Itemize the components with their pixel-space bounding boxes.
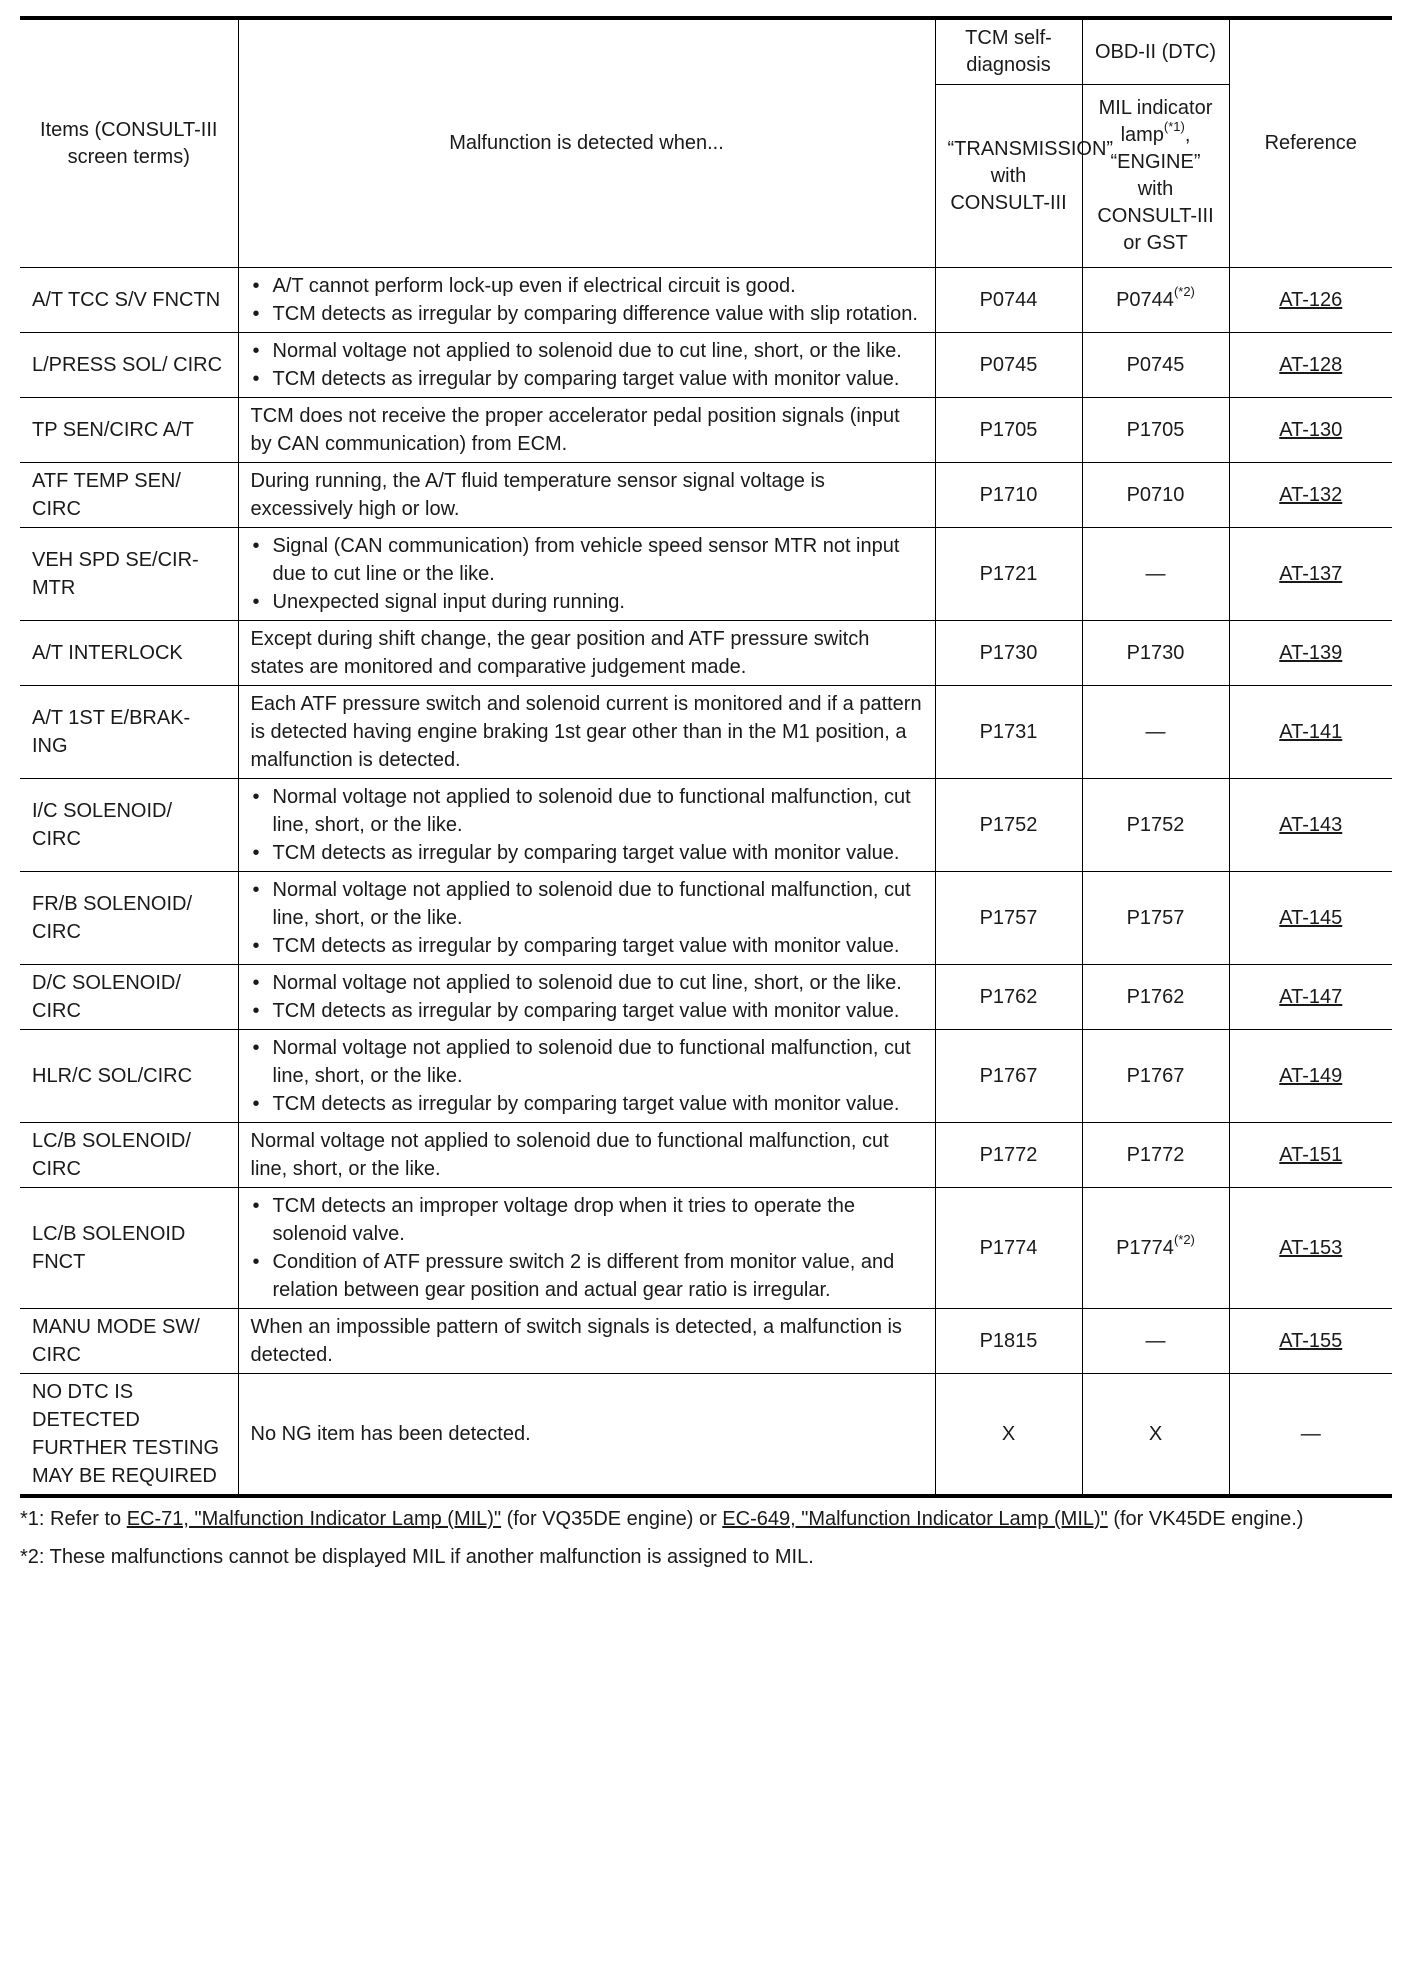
table-row — [20, 1123, 1392, 1188]
item-cell: MANU MODE SW/ CIRC — [20, 1309, 238, 1374]
malfunction-cell — [238, 398, 935, 463]
reference-link[interactable]: AT-155 — [1279, 1330, 1343, 1352]
reference-link[interactable]: AT-147 — [1279, 986, 1343, 1008]
table-row — [20, 1030, 1392, 1123]
obd-footnote-mark: (*2) — [1173, 284, 1195, 300]
tcm-dtc-cell: P1774 — [935, 1188, 1082, 1309]
obd-dtc-cell: — — [1082, 686, 1229, 779]
obd-dtc-cell: P1730 — [1082, 621, 1229, 686]
malfunction-cell — [238, 686, 935, 779]
reference-link[interactable]: AT-141 — [1279, 721, 1343, 743]
bullet-item: • TCM detects as irregular by comparing target value with monitor value. — [251, 365, 923, 393]
obd-dtc-cell: P1752 — [1082, 779, 1229, 872]
bullet-item: • Condition of ATF pressure switch 2 is different from monitor value, and relation between gear position and actual gear ratio is irregular. — [251, 1248, 923, 1304]
tcm-dtc-cell: P1767 — [935, 1030, 1082, 1123]
tcm-dtc-cell: P1772 — [935, 1123, 1082, 1188]
reference-cell — [1229, 686, 1392, 779]
footnote-2: *2: These malfunctions cannot be displayed MIL if another malfunction is assigned to MIL. — [20, 1546, 814, 1568]
reference-cell — [1229, 1123, 1392, 1188]
table-row — [20, 779, 1392, 872]
malfunction-cell — [238, 1188, 935, 1309]
item-cell: TP SEN/CIRC A/T — [20, 398, 238, 463]
reference-link[interactable]: AT-128 — [1279, 354, 1343, 376]
bullet-list — [251, 1192, 923, 1304]
item-cell: ATF TEMP SEN/ CIRC — [20, 463, 238, 528]
item-cell: A/T TCC S/V FNCTN — [20, 268, 238, 333]
item-cell: NO DTC IS DETECTED FURTHER TESTING MAY BE REQUIRED — [20, 1374, 238, 1497]
table-row — [20, 528, 1392, 621]
bullet-item: • Normal voltage not applied to solenoid due to functional malfunction, cut line, short, or the like. — [251, 876, 923, 932]
tcm-dtc-cell: P1815 — [935, 1309, 1082, 1374]
reference-cell — [1229, 528, 1392, 621]
tcm-dtc-cell: P0745 — [935, 333, 1082, 398]
footnote-1: *1: Refer to EC-71, "Malfunction Indicator Lamp (MIL)" (for VQ35DE engine) or EC-649, "Malfunction Indicator Lamp (MIL)" (for VK45DE engine.) — [20, 1508, 1304, 1530]
obd-dtc-cell: P1762 — [1082, 965, 1229, 1030]
bullet-item: • A/T cannot perform lock-up even if electrical circuit is good. — [251, 272, 923, 300]
header-obd-ii: OBD-II (DTC) — [1082, 18, 1229, 85]
bullet-list — [251, 969, 923, 1025]
tcm-dtc-cell: P1730 — [935, 621, 1082, 686]
description-text: Each ATF pressure switch and solenoid current is monitored and if a pattern is detected having engine braking 1st gear other than in the M1 position, a malfunction is detected. — [250, 693, 922, 771]
reference-cell — [1229, 965, 1392, 1030]
reference-link[interactable]: AT-143 — [1279, 814, 1343, 836]
dtc-table — [20, 16, 1392, 1498]
item-cell: LC/B SOLENOID/ CIRC — [20, 1123, 238, 1188]
tcm-dtc-cell: P1731 — [935, 686, 1082, 779]
reference-link[interactable]: AT-137 — [1279, 563, 1343, 585]
tcm-dtc-cell: X — [935, 1374, 1082, 1497]
obd-dtc-cell: — — [1082, 528, 1229, 621]
header-tcm-self-diagnosis: TCM self-diagnosis — [935, 18, 1082, 85]
tcm-dtc-cell: P1710 — [935, 463, 1082, 528]
malfunction-cell — [238, 1030, 935, 1123]
table-row — [20, 333, 1392, 398]
obd-dtc-cell: $P0744^{(*2)}$ — [1082, 268, 1229, 333]
description-text: No NG item has been detected. — [250, 1423, 531, 1445]
bullet-list — [251, 532, 923, 616]
obd-dtc-cell: $P1774^{(*2)}$ — [1082, 1188, 1229, 1309]
table-row — [20, 398, 1392, 463]
item-cell: L/PRESS SOL/ CIRC — [20, 333, 238, 398]
reference-link[interactable]: AT-149 — [1279, 1065, 1343, 1087]
obd-dtc-cell: — — [1082, 1309, 1229, 1374]
bullet-item: • Signal (CAN communication) from vehicle speed sensor MTR not input due to cut line or the like. — [251, 532, 923, 588]
item-cell: LC/B SOLENOID FNCT — [20, 1188, 238, 1309]
description-text: Except during shift change, the gear position and ATF pressure switch states are monitored and comparative judgement made. — [250, 628, 870, 678]
reference-cell — [1229, 1374, 1392, 1497]
obd-dtc-cell: P1757 — [1082, 872, 1229, 965]
reference-cell — [1229, 779, 1392, 872]
reference-cell — [1229, 463, 1392, 528]
tcm-dtc-cell: P1721 — [935, 528, 1082, 621]
description-text: Normal voltage not applied to solenoid due to functional malfunction, cut line, short, or the like. — [250, 1130, 889, 1180]
reference-link[interactable]: AT-153 — [1279, 1237, 1343, 1259]
malfunction-cell — [238, 965, 935, 1030]
obd-dtc-cell: P0710 — [1082, 463, 1229, 528]
item-cell: HLR/C SOL/CIRC — [20, 1030, 238, 1123]
reference-cell — [1229, 268, 1392, 333]
bullet-list — [251, 337, 923, 393]
malfunction-cell — [238, 621, 935, 686]
header-malfunction: Malfunction is detected when... — [238, 18, 935, 268]
reference-cell — [1229, 1309, 1392, 1374]
link-ec-649[interactable]: EC-649, "Malfunction Indicator Lamp (MIL)" — [722, 1508, 1108, 1530]
reference-cell — [1229, 398, 1392, 463]
reference-cell — [1229, 872, 1392, 965]
bullet-item: • TCM detects as irregular by comparing difference value with slip rotation. — [251, 300, 923, 328]
reference-link: — — [1300, 1423, 1321, 1445]
malfunction-cell — [238, 779, 935, 872]
obd-dtc-cell: P0745 — [1082, 333, 1229, 398]
bullet-item: • TCM detects as irregular by comparing target value with monitor value. — [251, 839, 923, 867]
reference-cell — [1229, 1188, 1392, 1309]
malfunction-cell — [238, 528, 935, 621]
item-cell: VEH SPD SE/CIR-MTR — [20, 528, 238, 621]
bullet-list — [251, 272, 923, 328]
table-row — [20, 965, 1392, 1030]
tcm-dtc-cell: P1705 — [935, 398, 1082, 463]
malfunction-cell — [238, 1123, 935, 1188]
bullet-item: • Normal voltage not applied to solenoid due to functional malfunction, cut line, short, or the like. — [251, 1034, 923, 1090]
bullet-list — [251, 783, 923, 867]
table-row — [20, 1188, 1392, 1309]
item-cell: A/T 1ST E/BRAK-ING — [20, 686, 238, 779]
bullet-list — [251, 1034, 923, 1118]
malfunction-cell — [238, 268, 935, 333]
reference-link[interactable]: AT-139 — [1279, 642, 1343, 664]
obd-footnote-mark: (*2) — [1173, 1232, 1195, 1248]
bullet-item: • Normal voltage not applied to solenoid due to functional malfunction, cut line, short, or the like. — [251, 783, 923, 839]
reference-cell — [1229, 333, 1392, 398]
reference-link[interactable]: AT-145 — [1279, 907, 1343, 929]
document — [20, 16, 1392, 1580]
tcm-dtc-cell: P1762 — [935, 965, 1082, 1030]
header-obd-sub: MIL indicator lamp$^{(*1)}$, “ENGINE” with CONSULT-III or GST — [1082, 85, 1229, 268]
malfunction-cell — [238, 872, 935, 965]
bullet-item: • TCM detects as irregular by comparing target value with monitor value. — [251, 997, 923, 1025]
reference-link[interactable]: AT-132 — [1279, 484, 1343, 506]
description-text: TCM does not receive the proper accelerator pedal position signals (input by CAN communication) from ECM. — [250, 405, 900, 455]
bullet-item: • Normal voltage not applied to solenoid due to cut line, short, or the like. — [251, 337, 923, 365]
malfunction-cell — [238, 1309, 935, 1374]
reference-link[interactable]: AT-130 — [1279, 419, 1343, 441]
table-row — [20, 621, 1392, 686]
description-text: When an impossible pattern of switch signals is detected, a malfunction is detected. — [250, 1316, 902, 1366]
obd-dtc-cell: P1772 — [1082, 1123, 1229, 1188]
tcm-dtc-cell: P1752 — [935, 779, 1082, 872]
table-row — [20, 1374, 1392, 1497]
header-reference: Reference — [1229, 18, 1392, 268]
reference-link[interactable]: AT-151 — [1279, 1144, 1343, 1166]
link-ec-71[interactable]: EC-71, "Malfunction Indicator Lamp (MIL)" — [126, 1508, 502, 1530]
table-row — [20, 268, 1392, 333]
item-cell: A/T INTERLOCK — [20, 621, 238, 686]
obd-dtc-cell: P1705 — [1082, 398, 1229, 463]
footnotes — [20, 1504, 1392, 1572]
reference-cell — [1229, 621, 1392, 686]
description-text: During running, the A/T fluid temperature sensor signal voltage is excessively high or low. — [250, 470, 825, 520]
table-row — [20, 1309, 1392, 1374]
item-cell: I/C SOLENOID/ CIRC — [20, 779, 238, 872]
malfunction-cell — [238, 1374, 935, 1497]
bullet-item: • Unexpected signal input during running. — [251, 588, 923, 616]
bullet-list — [251, 876, 923, 960]
bullet-item: • TCM detects as irregular by comparing target value with monitor value. — [251, 932, 923, 960]
bullet-item: • Normal voltage not applied to solenoid due to cut line, short, or the like. — [251, 969, 923, 997]
bullet-item: • TCM detects as irregular by comparing target value with monitor value. — [251, 1090, 923, 1118]
table-row — [20, 686, 1392, 779]
reference-link[interactable]: AT-126 — [1279, 289, 1343, 311]
header-row — [20, 18, 1392, 85]
obd-dtc-cell: X — [1082, 1374, 1229, 1497]
tcm-dtc-cell: P0744 — [935, 268, 1082, 333]
item-cell: D/C SOLENOID/ CIRC — [20, 965, 238, 1030]
header-tcm-sub: “TRANSMISSION” with CONSULT-III — [935, 85, 1082, 268]
header-items: Items (CONSULT-III screen terms) — [20, 18, 238, 268]
table-row — [20, 463, 1392, 528]
table-row — [20, 872, 1392, 965]
reference-cell — [1229, 1030, 1392, 1123]
tcm-dtc-cell: P1757 — [935, 872, 1082, 965]
table-body — [20, 268, 1392, 1497]
malfunction-cell — [238, 463, 935, 528]
malfunction-cell — [238, 333, 935, 398]
item-cell: FR/B SOLENOID/ CIRC — [20, 872, 238, 965]
obd-dtc-cell: P1767 — [1082, 1030, 1229, 1123]
bullet-item: • TCM detects an improper voltage drop when it tries to operate the solenoid valve. — [251, 1192, 923, 1248]
